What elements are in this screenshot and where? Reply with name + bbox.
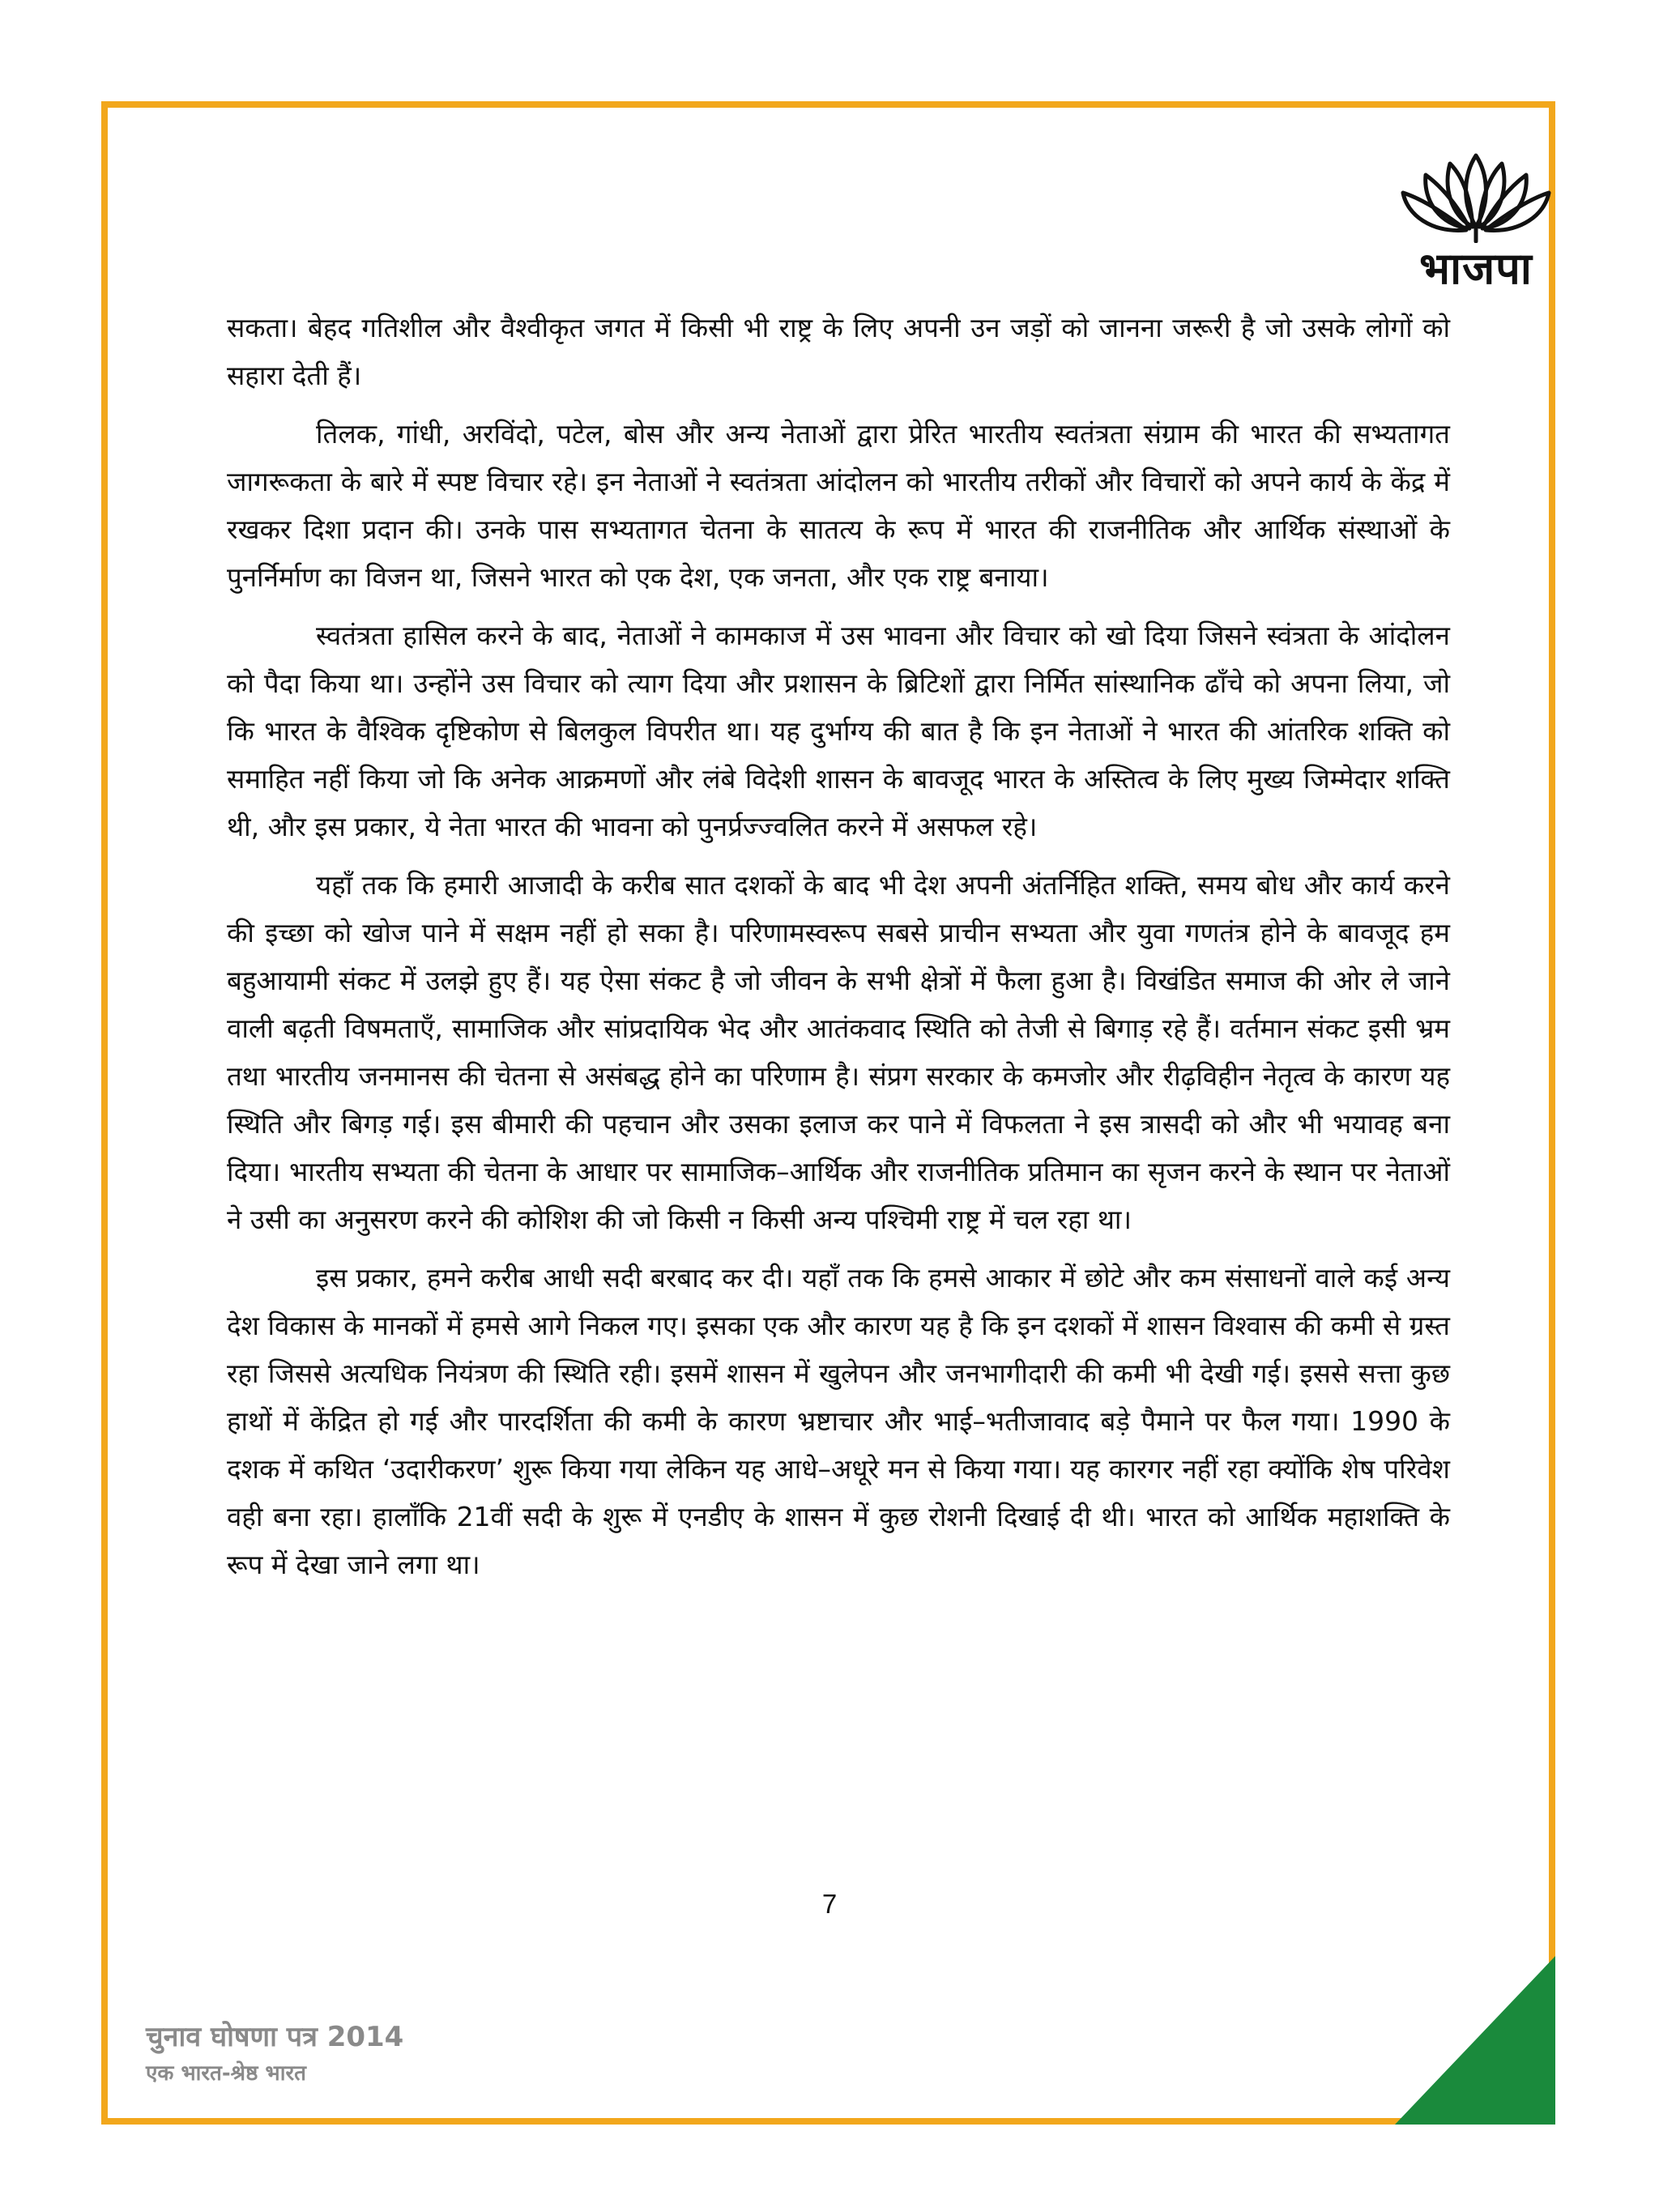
paragraph-2: तिलक, गांधी, अरविंदो, पटेल, बोस और अन्य नेताओं द्वारा प्रेरित भारतीय स्वतंत्रता संग्राम की भारत की सभ्यतागत जागरूकता के बारे में स्पष्ट विचार रहे। इन नेताओं ने स्वतंत्रता आंदोलन को भारतीय तरीकों और विचारों को अपने कार्य के केंद्र में रखकर दिशा प्रदान की। उनके पास सभ्यतागत चेतना के सातत्य के रूप में भारत की राजनीतिक और आर्थिक संस्थाओं के पुनर्निर्माण का विजन था, जिसने भारत को एक देश, एक जनता, और एक राष्ट्र बनाया। xyxy=(227,418,1450,593)
paragraph-5: इस प्रकार, हमने करीब आधी सदी बरबाद कर दी। यहाँ तक कि हमसे आकार में छोटे और कम संसाधनों वाले कई अन्य देश विकास के मानकों में हमसे आगे निकल गए। इसका एक और कारण यह है कि इन दशकों में शासन विश्वास की कमी से ग्रस्त रहा जिससे अत्यधिक नियंत्रण की स्थिति रही। इसमें शासन में खुलेपन और जनभागीदारी की कमी भी देखी गई। इससे सत्ता कुछ हाथों में केंद्रित हो गई और पारदर्शिता की कमी के कारण भ्रष्टाचार और भाई–भतीजावाद बड़े पैमाने पर फैल गया। 1990 के दशक में कथित ‘उदारीकरण’ शुरू किया गया लेकिन यह आधे–अधूरे मन से किया गया। यह कारगर नहीं रहा क्योंकि शेष परिवेश वही बना रहा। हालाँकि 21वीं सदी के शुरू में एनडीए के शासन में कुछ रोशनी दिखाई दी थी। भारत को आर्थिक महाशक्ति के रूप में देखा जाने लगा था। xyxy=(227,1262,1450,1580)
footer-subtitle: एक भारत-श्रेष्ठ भारत xyxy=(146,2061,306,2086)
paragraph-3: स्वतंत्रता हासिल करने के बाद, नेताओं ने कामकाज में उस भावना और विचार को खो दिया जिसने स्वंत्रता के आंदोलन को पैदा किया था। उन्होंने उस विचार को त्याग दिया और प्रशासन के ब्रिटिशों द्वारा निर्मित सांस्थानिक ढाँचे को अपना लिया, जो कि भारत के वैश्विक दृष्टिकोण से बिलकुल विपरीत था। यह दुर्भाग्य की बात है कि इन नेताओं ने भारत की आंतरिक शक्ति को समाहित नहीं किया जो कि अनेक आक्रमणों और लंबे विदेशी शासन के बावजूद भारत के अस्तित्व के लिए मुख्य जिम्मेदार शक्ति थी, और इस प्रकार, ये नेता भारत की भावना को पुनर्प्रज्ज्वलित करने में असफल रहे। xyxy=(227,620,1450,842)
document-body xyxy=(227,304,1450,1599)
paragraph-4: यहाँ तक कि हमारी आजादी के करीब सात दशकों के बाद भी देश अपनी अंतर्निहित शक्ति, समय बोध और कार्य करने की इच्छा को खोज पाने में सक्षम नहीं हो सका है। परिणामस्वरूप सबसे प्राचीन सभ्यता और युवा गणतंत्र होने के बावजूद हम बहुआयामी संकट में उलझे हुए हैं। यह ऐसा संकट है जो जीवन के सभी क्षेत्रों में फैला हुआ है। विखंडित समाज की ओर ले जाने वाली बढ़ती विषमताएँ, सामाजिक और सांप्रदायिक भेद और आतंकवाद स्थिति को तेजी से बिगाड़ रहे हैं। वर्तमान संकट इसी भ्रम तथा भारतीय जनमानस की चेतना से असंबद्ध होने का परिणाम है। संप्रग सरकार के कमजोर और रीढ़विहीन नेतृत्व के कारण यह स्थिति और बिगड़ गई। इस बीमारी की पहचान और उसका इलाज कर पाने में विफलता ने इस त्रासदी को और भी भयावह बना दिया। भारतीय सभ्यता की चेतना के आधार पर सामाजिक–आर्थिक और राजनीतिक प्रतिमान का सृजन करने के स्थान पर नेताओं ने उसी का अनुसरण करने की कोशिश की जो किसी न किसी अन्य पश्चिमी राष्ट्र में चल रहा था। xyxy=(227,869,1450,1235)
logo-text: भाजपा xyxy=(1419,243,1533,294)
footer-title: चुनाव घोषणा पत्र 2014 xyxy=(146,2021,404,2053)
party-logo xyxy=(1387,146,1565,292)
green-corner-triangle xyxy=(1395,1956,1555,2125)
page-number: 7 xyxy=(821,1889,838,1919)
paragraph-1: सकता। बेहद गतिशील और वैश्वीकृत जगत में किसी भी राष्ट्र के लिए अपनी उन जड़ों को जानना जरूरी है जो उसके लोगों को सहारा देती हैं। xyxy=(227,312,1450,391)
lotus-icon xyxy=(1387,146,1565,243)
